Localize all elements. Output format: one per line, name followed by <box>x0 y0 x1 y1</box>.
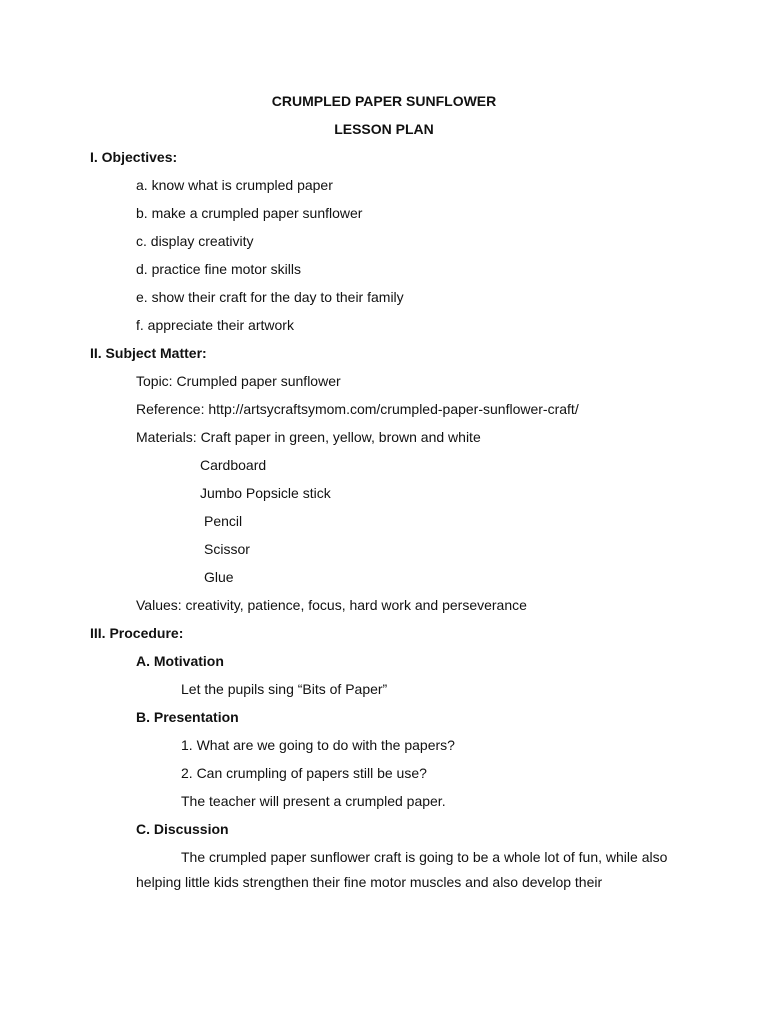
presentation-item: The teacher will present a crumpled paper. <box>181 793 446 809</box>
values-line: Values: creativity, patience, focus, hard work and perseverance <box>136 597 527 613</box>
objective-item: a. know what is crumpled paper <box>136 177 333 193</box>
subject-matter-heading: II. Subject Matter: <box>90 345 207 361</box>
topic-line: Topic: Crumpled paper sunflower <box>136 373 341 389</box>
discussion-text-line-2: helping little kids strengthen their fine motor muscles and also develop their <box>136 874 603 890</box>
motivation-heading: A. Motivation <box>136 653 224 669</box>
material-item: Jumbo Popsicle stick <box>200 485 331 501</box>
material-item: Pencil <box>204 513 243 529</box>
document-title: CRUMPLED PAPER SUNFLOWER <box>271 93 497 109</box>
procedure-heading: III. Procedure: <box>90 625 184 641</box>
objective-item: d. practice fine motor skills <box>136 261 301 277</box>
material-item: Glue <box>204 569 234 585</box>
document-subtitle: LESSON PLAN <box>334 121 434 137</box>
presentation-item: 1. What are we going to do with the papers? <box>181 737 455 753</box>
discussion-heading: C. Discussion <box>136 821 229 837</box>
reference-line: Reference: http://artsycraftsymom.com/crumpled-paper-sunflower-craft/ <box>136 401 579 417</box>
objective-item: c. display creativity <box>136 233 254 249</box>
objective-item: e. show their craft for the day to their family <box>136 289 404 305</box>
motivation-text: Let the pupils sing “Bits of Paper” <box>181 681 388 697</box>
objective-item: f. appreciate their artwork <box>136 317 294 333</box>
material-item: Cardboard <box>200 457 267 473</box>
presentation-item: 2. Can crumpling of papers still be use? <box>181 765 427 781</box>
objective-item: b. make a crumpled paper sunflower <box>136 205 363 221</box>
material-item: Scissor <box>204 541 250 557</box>
materials-line: Materials: Craft paper in green, yellow, brown and white <box>136 429 481 445</box>
objectives-heading: I. Objectives: <box>90 149 178 165</box>
discussion-text-line-1: The crumpled paper sunflower craft is going to be a whole lot of fun, while also <box>181 849 668 865</box>
presentation-heading: B. Presentation <box>136 709 239 725</box>
